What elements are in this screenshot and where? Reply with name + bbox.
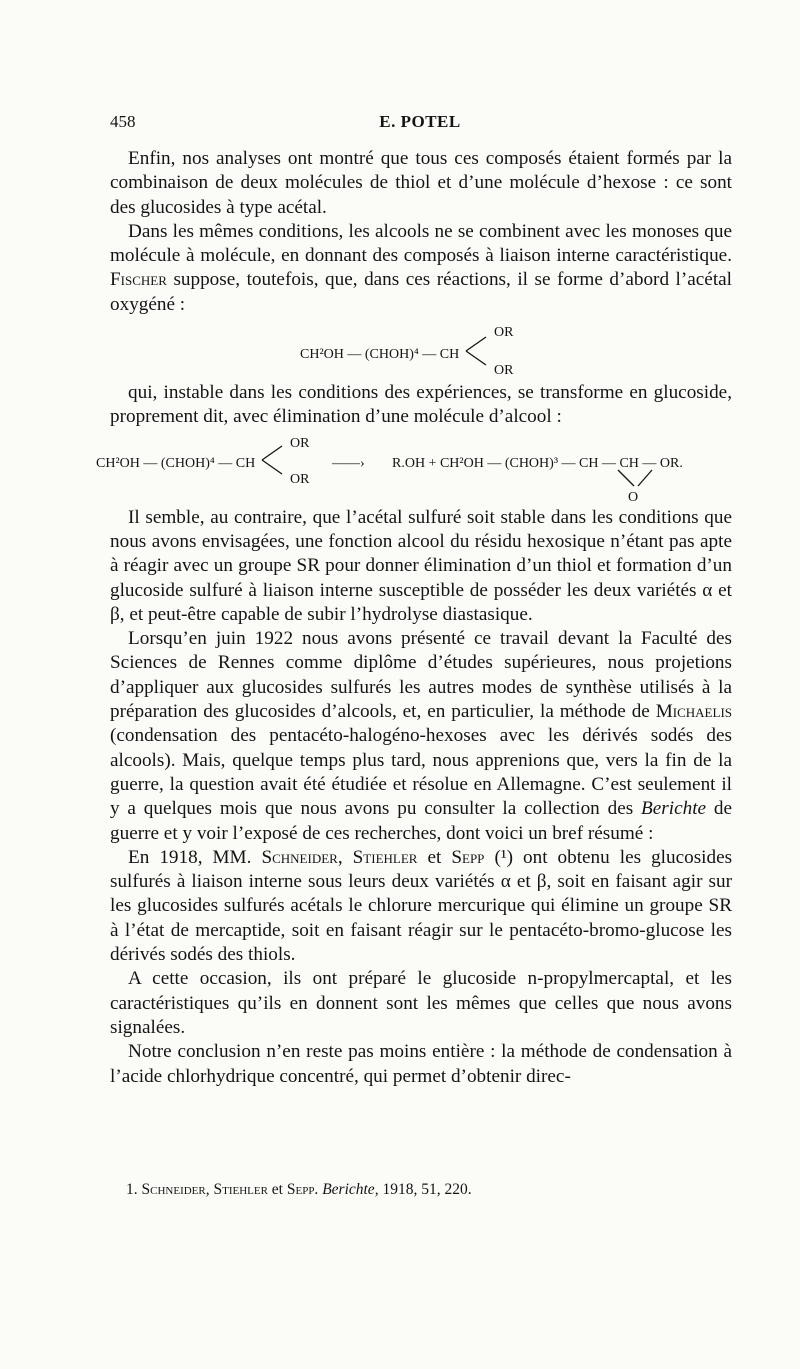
author-fischer: Fischer (110, 269, 167, 291)
footnote-reference: (¹) (494, 846, 513, 868)
paragraph-5 (110, 627, 732, 846)
paragraph-8: Notre conclusion n’en reste pas moins entière : la méthode de condensation à l’acide chlorhydrique concentré, qui permet d’obtenir direc- (110, 1041, 732, 1087)
paragraph-2-part-a: Dans les mêmes conditions, les alcools ne se combinent avec les monoses que molécule à molécule, en donnant des composés à liaison interne caractéristique. (110, 220, 732, 267)
body-text (96, 147, 733, 1089)
formula-2-left: CH²OH — (CHOH)⁴ — CH (96, 455, 256, 471)
author-michaelis: Michaelis (655, 701, 732, 723)
formula-2-or-top: OR (290, 435, 310, 451)
formula-glucoside-reaction (96, 430, 732, 505)
formula-2-bonds (258, 440, 288, 480)
reaction-arrow: ——› (332, 455, 365, 471)
footnote-et: et (271, 1181, 283, 1198)
formula-2-right: R.OH + CH²OH — (CHOH)³ — CH — CH — OR. (392, 455, 683, 471)
paragraph-6 (110, 846, 732, 967)
running-header (110, 112, 730, 136)
paragraph-6-part-a: En 1918, MM. (128, 846, 252, 868)
paragraph-4: Il semble, au contraire, que l’acétal sulfuré soit stable dans les conditions que nous avons envisagées, une fonction alcool du résidu hexosique n’étant pas apte à réagir avec un groupe SR pour donner élimination d’un thiol et formation d’un glucoside sulfuré à liaison interne susceptible de posséder les deux variétés α et β, et peut-être capable de subir l’hydrolyse diastasique. (110, 506, 732, 625)
author-sepp: Sepp (451, 846, 485, 868)
page-number: 458 (110, 112, 136, 131)
paragraph-7: A cette occasion, ils ont préparé le glucoside n-propylmercaptal, et les caractéristiques qu’ils en donnent sont les mêmes que celles que nous avons signalées. (110, 968, 732, 1038)
formula-oxygen-acetal (110, 317, 732, 381)
footnote-author-2: Sepp. (286, 1181, 319, 1198)
journal-berichte: Berichte (641, 798, 707, 820)
paragraph-2 (110, 220, 732, 317)
footnote-authors: Schneider, Stiehler (141, 1181, 268, 1198)
formula-2-or-bottom: OR (290, 471, 310, 487)
paragraph-1: Enfin, nos analyses ont montré que tous ces composés étaient formés par la combinaison de deux molécules de thiol et d’une molécule d’hexose : ce sont des glucosides à type acétal. (110, 148, 732, 218)
running-head-author: E. POTEL (379, 112, 461, 131)
formula-1-or-top: OR (494, 325, 514, 341)
footnote-number: 1. (126, 1181, 138, 1198)
formula-2-oxygen: O (628, 489, 639, 505)
paragraph-5-part-b: (condensation des pentacéto-halogéno-hexoses avec les dérivés sodés des alcools). Mais, quelque temps plus tard, nous apprenions que, vers la fin de la guerre, la question avait été étudiée et résolue en Allemagne. C’est seulement il y a quelques mois que nous avons pu consulter la collection des (110, 725, 732, 820)
footnote (126, 1181, 726, 1199)
paragraph-6-part-b: ont obtenu les glucosides sulfurés à liaison interne sous leurs deux variétés α et β, soit en faisant agir sur les glucosides sulfurés acétals le chlorure mercurique qui élimine un groupe SR à l’état de mercaptide, soit en faisant réagir sur le pentacéto-bromo-glucose les dérivés sodés des thiols. (110, 846, 733, 966)
footnote-journal: Berichte, (322, 1181, 379, 1198)
authors-schneider-stiehler: Schneider, Stiehler (261, 846, 418, 868)
paragraph-3: qui, instable dans les conditions des expériences, se transforme en glucoside, proprement dit, avec élimination d’une molécule d’alcool : (110, 382, 732, 428)
formula-1-or-bottom: OR (494, 363, 514, 379)
paragraph-5-part-c: de guerre et y voir l’exposé de ces recherches, dont voici un bref résumé : (110, 798, 733, 844)
formula-1-main: CH²OH — (CHOH)⁴ — CH (300, 347, 460, 363)
formula-1-bonds (462, 331, 492, 371)
paragraph-5-part-a: Lorsqu’en juin 1922 nous avons présenté ce travail devant la Faculté des Sciences de Rennes comme diplôme d’études supérieures, nous projetions d’appliquer aux glucosides sulfurés les autres modes de synthèse utilisés à la préparation des glucosides d’alcools, et, en particulier, la méthode de (110, 628, 732, 723)
footnote-citation: 1918, 51, 220. (382, 1181, 472, 1198)
paragraph-6-et: et (427, 846, 442, 868)
paragraph-2-part-b: suppose, toutefois, que, dans ces réactions, il se forme d’abord l’acétal oxygéné : (110, 269, 733, 315)
